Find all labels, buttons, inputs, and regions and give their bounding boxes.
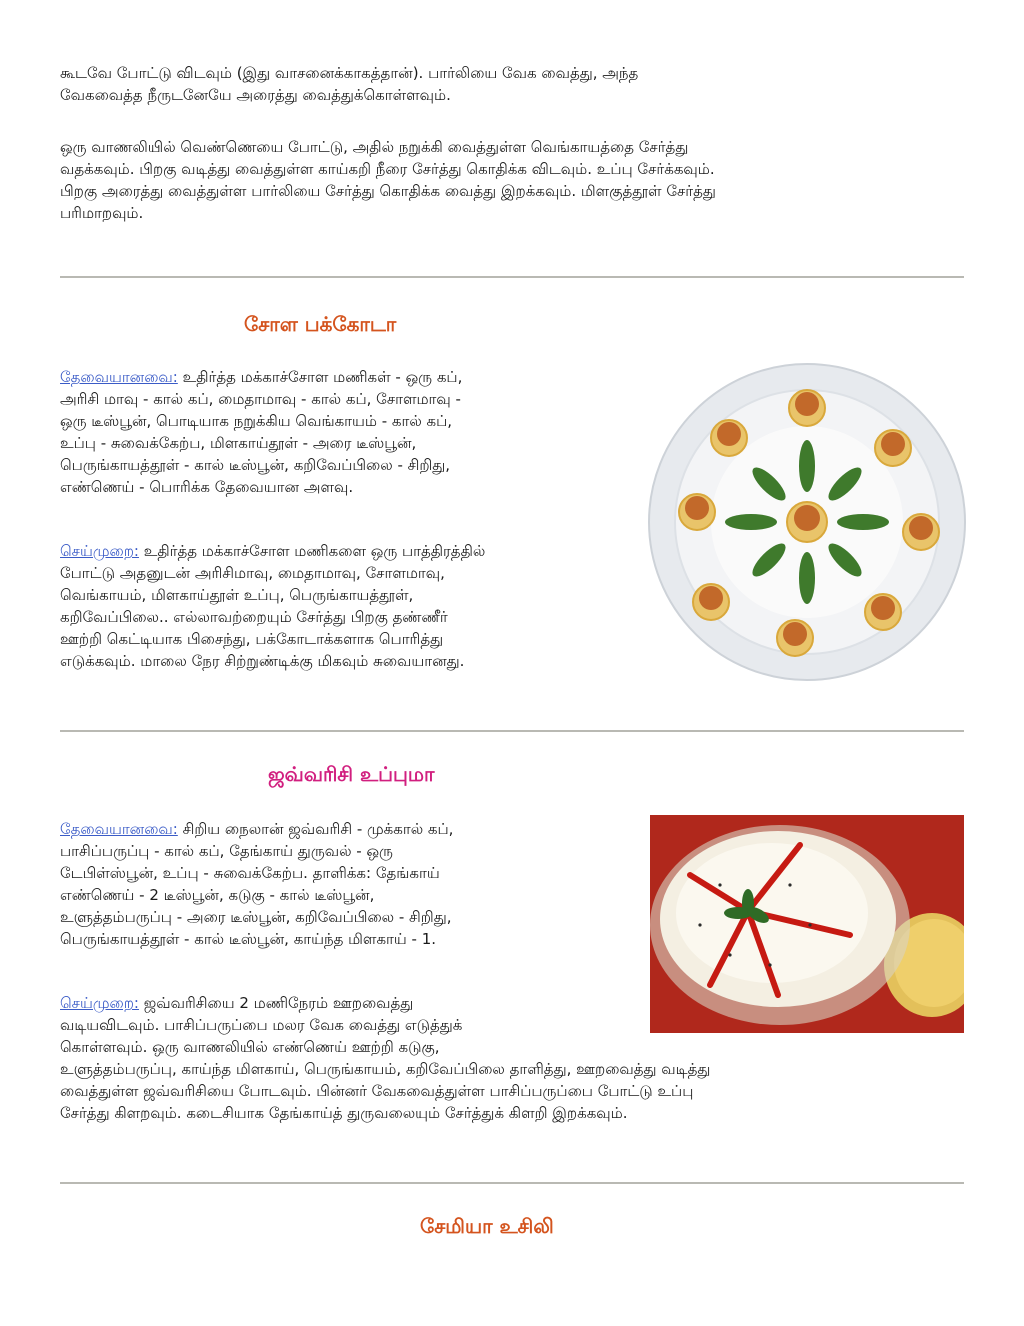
method-label: செய்முறை: [60, 542, 139, 560]
text-line: ஊற்றி கெட்டியாக பிசைந்து, பக்கோடாக்களாக பொரித்து [60, 630, 444, 648]
upma-illustration [650, 815, 964, 1033]
text-line: வைத்துள்ள ஜவ்வரிசியை போடவும். பின்னர் வேகவைத்துள்ள பாசிப்பருப்பை போட்டு உப்பு [60, 1082, 694, 1100]
text-line: பெருங்காயத்தூள் - கால் டீஸ்பூன், கறிவேப்பிலை - சிறிது, [60, 456, 451, 474]
recipe1-ingredients [60, 366, 462, 498]
method-label: செய்முறை: [60, 994, 139, 1012]
text-line: வடியவிடவும். பாசிப்பருப்பை மலர வேக வைத்து எடுத்துக் [60, 1016, 463, 1034]
section-divider [60, 1182, 964, 1184]
text-line: போட்டு அதனுடன் அரிசிமாவு, மைதாமாவு, சோளமாவு, [60, 564, 445, 582]
ingredients-label: தேவையானவை: [60, 820, 178, 838]
text-line: எடுக்கவும். மாலை நேர சிற்றுண்டிக்கு மிகவும் சுவையானது. [60, 652, 465, 670]
text-line: பெருங்காயத்தூள் - கால் டீஸ்பூன், காய்ந்த மிளகாய் - 1. [60, 930, 437, 948]
plate-illustration [645, 356, 969, 684]
text-line: ஜவ்வரிசியை 2 மணிநேரம் ஊறவைத்து [138, 994, 414, 1012]
intro-paragraph-2 [60, 136, 716, 224]
text-line: எண்ணெய் - 2 டீஸ்பூன், கடுகு - கால் டீஸ்பூன், [60, 886, 375, 904]
recipe-title-sago-upma: ஜவ்வரிசி உப்புமா [268, 762, 435, 786]
recipe-title-corn-pakoda: சோள பக்கோடா [244, 312, 397, 336]
section-divider [60, 730, 964, 732]
section-divider [60, 276, 964, 278]
text-line: அரிசி மாவு - கால் கப், மைதாமாவு - கால் கப், சோளமாவு - [60, 390, 461, 408]
text-line: கொள்ளவும். ஒரு வாணலியில் எண்ணெய் ஊற்றி கடுகு, [60, 1038, 440, 1056]
recipe1-method [60, 540, 485, 672]
text-line: உளுத்தம்பருப்பு, காய்ந்த மிளகாய், பெருங்காயம், கறிவேப்பிலை தாளித்து, ஊறவைத்து வடித்து [60, 1060, 711, 1078]
text-line: பரிமாறவும். [60, 204, 144, 222]
text-line: வேகவைத்த நீருடனேயே அரைத்து வைத்துக்கொள்ளவும். [60, 86, 451, 104]
text-line: வெங்காயம், மிளகாய்தூள் உப்பு, பெருங்காயத்தூள், [60, 586, 414, 604]
sago-upma-photo [650, 815, 964, 1033]
text-line: பிறகு அரைத்து வைத்துள்ள பார்லியை சேர்த்து கொதிக்க வைத்து இறக்கவும். மிளகுத்தூள் சேர்த்து [60, 182, 716, 200]
text-line: ஒரு டீஸ்பூன், பொடியாக நறுக்கிய வெங்காயம் - கால் கப், [60, 412, 453, 430]
ingredients-label: தேவையானவை: [60, 368, 178, 386]
text-line: டேபிள்ஸ்பூன், உப்பு - சுவைக்கேற்ப. தாளிக்க: தேங்காய் [60, 864, 440, 882]
text-line: உளுத்தம்பருப்பு - அரை டீஸ்பூன், கறிவேப்பிலை - சிறிது, [60, 908, 452, 926]
text-line: உதிர்த்த மக்காச்சோள மணிகளை ஒரு பாத்திரத்தில் [138, 542, 486, 560]
text-line: உதிர்த்த மக்காச்சோள மணிகள் - ஒரு கப், [177, 368, 463, 386]
recipe-title-semiya-usili: சேமியா உசிலி [420, 1214, 554, 1238]
text-line: ஒரு வாணலியில் வெண்ணெயை போட்டு, அதில் நறுக்கி வைத்துள்ள வெங்காயத்தை சேர்த்து [60, 138, 689, 156]
text-line: வதக்கவும். பிறகு வடித்து வைத்துள்ள காய்கறி நீரை சேர்த்து கொதிக்க விடவும். உப்பு சேர்க்கவும். [60, 160, 715, 178]
text-line: எண்ணெய் - பொரிக்க தேவையான அளவு. [60, 478, 354, 496]
text-line: கூடவே போட்டு விடவும் (இது வாசனைக்காகத்தான்). பார்லியை வேக வைத்து, அந்த [60, 64, 639, 82]
text-line: உப்பு - சுவைக்கேற்ப, மிளகாய்தூள் - அரை டீஸ்பூன், [60, 434, 417, 452]
recipe2-ingredients [60, 818, 453, 950]
text-line: சிறிய நைலான் ஜவ்வரிசி - முக்கால் கப், [177, 820, 454, 838]
corn-pakoda-photo [645, 356, 969, 684]
text-line: சேர்த்து கிளறவும். கடைசியாக தேங்காய்த் துருவலையும் சேர்த்துக் கிளறி இறக்கவும். [60, 1104, 628, 1122]
intro-paragraph-1 [60, 62, 638, 106]
text-line: கறிவேப்பிலை.. எல்லாவற்றையும் சேர்த்து பிறகு தண்ணீர் [60, 608, 448, 626]
recipe2-method [60, 992, 710, 1124]
text-line: பாசிப்பருப்பு - கால் கப், தேங்காய் துருவல் - ஒரு [60, 842, 393, 860]
